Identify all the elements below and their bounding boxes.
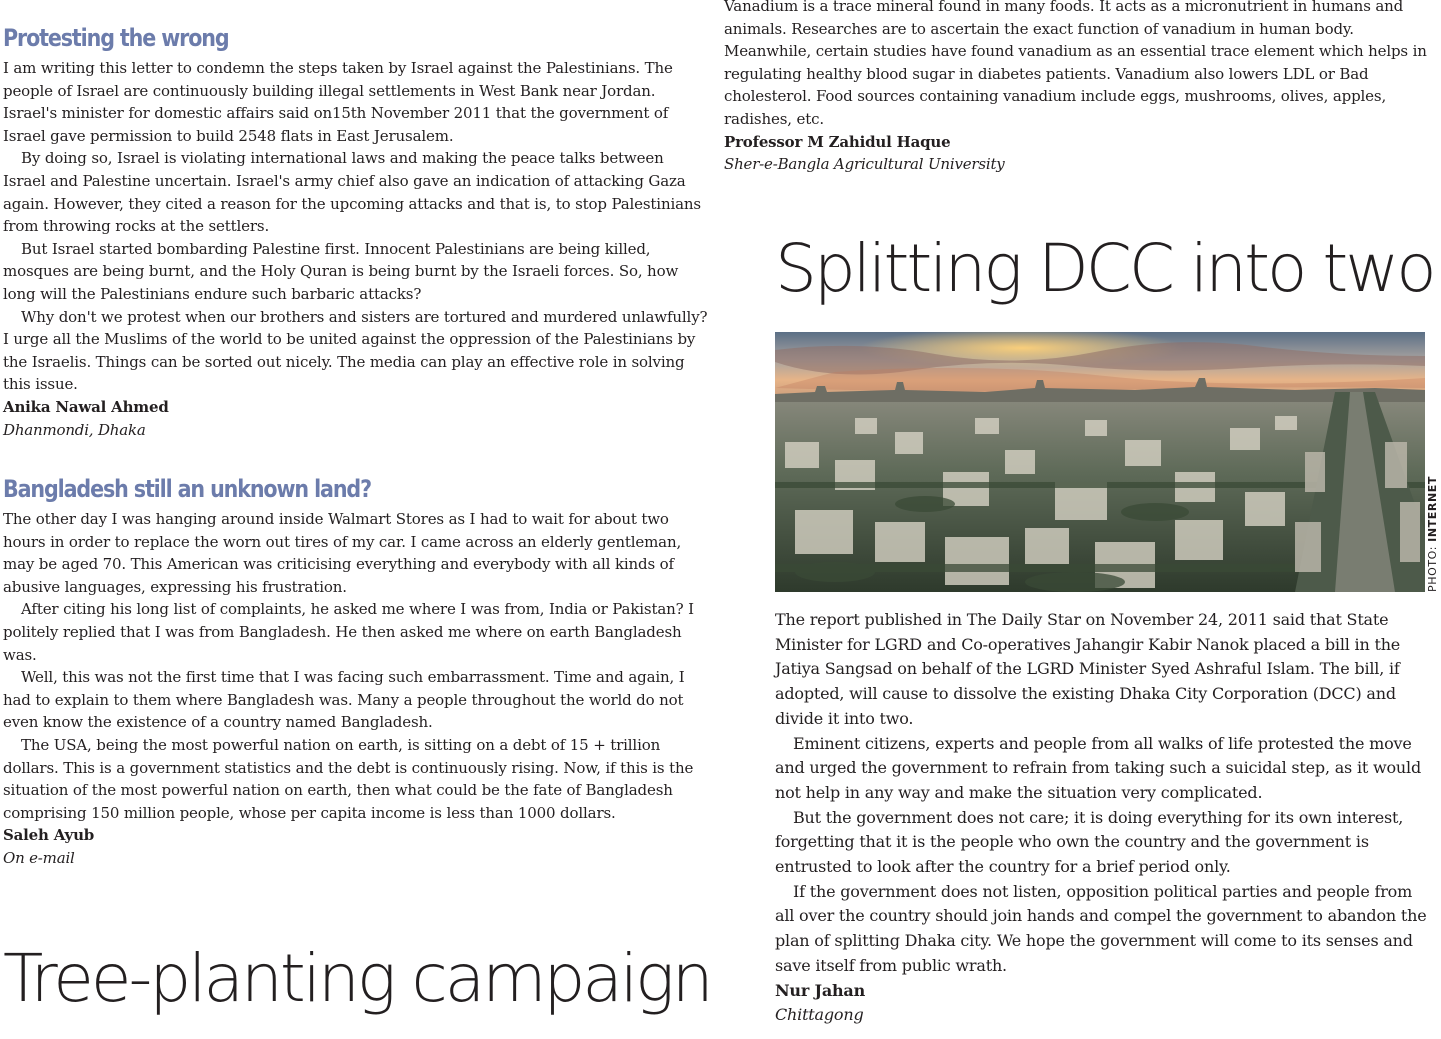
letter-location: Sher-e-Bangla Agricultural University — [724, 155, 1005, 174]
paragraph: Eminent citizens, experts and people from all walks of life protested the move and urged the government to refrain from taking such a suicidal step, as it would not help in any way and make the situation very complicated. — [775, 733, 1421, 802]
paragraph: Why don't we protest when our brothers and sisters are tortured and murdered unlawfully? I urge all the Muslims of the world to be united against the oppression of the Palestinians by the Israelis. Things can be sorted out nicely. The media can play an effective role in solving this issue. — [3, 307, 708, 394]
letter-body — [3, 508, 708, 870]
letter-bangladesh-unknown-land — [3, 474, 708, 870]
letter-splitting-dcc-body — [775, 608, 1430, 1028]
letter-vanadium-body — [724, 0, 1429, 176]
paragraph: But Israel started bombarding Palestine first. Innocent Palestinians are being killed, mosques are being burnt, and the Holy Quran is being burnt by the Israeli forces. So, how long will the Palestinians endure such barbaric attacks? — [3, 239, 679, 303]
paragraph: Vanadium is a trace mineral found in many foods. It acts as a micronutrient in humans and animals. Researches are to ascertain the exact function of vanadium in human body. Meanwhile, certain studies have found vanadium as an essential trace element which helps in regulating healthy blood sugar in diabetes patients. Vanadium also lowers LDL or Bad cholesterol. Food sources containing vanadium include eggs, mushrooms, olives, apples, radishes, etc. — [724, 0, 1427, 128]
letter-title: Protesting the wrong — [3, 24, 229, 52]
photo-credit — [1426, 476, 1439, 592]
headline-tree-planting: Tree-planting campaign — [3, 940, 711, 1017]
photo-credit-label: PHOTO: — [1426, 545, 1439, 592]
paragraph: Well, this was not the first time that I was facing such embarrassment. Time and again, I had to explain to them where Bangladesh was. Many a people throughout the world do not even know the existence of a country named Bangladesh. — [3, 668, 685, 732]
letter-body — [3, 57, 708, 441]
letter-location: On e-mail — [3, 848, 75, 867]
headline-splitting-dcc: Splitting DCC into two — [775, 230, 1434, 307]
paragraph: If the government does not listen, opposition political parties and people from all over the country should join hands and compel the government to abandon the plan of splitting Dhaka city. We hope the government will come to its senses and save itself from public wrath. — [775, 881, 1427, 975]
photo-credit-source: INTERNET — [1426, 476, 1439, 542]
paragraph: But the government does not care; it is doing everything for its own interest, forgetting that it is the people who own the country and the government is entrusted to look after the country for a brief period only. — [775, 807, 1404, 877]
paragraph: The report published in The Daily Star on November 24, 2011 said that State Minister for LGRD and Co-operatives Jahangir Kabir Nanok placed a bill in the Jatiya Sangsad on behalf of the LGRD Minister Syed Ashraful Islam. The bill, if adopted, will cause to dissolve the existing Dhaka City Corporation (DCC) and divide it into two. — [775, 610, 1401, 728]
paragraph: The USA, being the most powerful nation on earth, is sitting on a debt of 15 + trillion dollars. This is a government statistics and the debt is continuously rising. Now, if this is the situation of the most powerful nation on earth, then what could be the fate of Bangladesh comprising 150 million people, whose per capita income is less than 1000 dollars. — [3, 735, 694, 822]
letter-protesting-the-wrong — [3, 23, 708, 441]
cut-off-text-line — [3, 1030, 693, 1039]
letter-location: Dhanmondi, Dhaka — [3, 420, 146, 439]
paragraph: By doing so, Israel is violating international laws and making the peace talks between Israel and Palestine uncertain. Israel's army chief also gave an indication of attacking Gaza again. However, they cited a reason for the upcoming attacks and that is, to stop Palestinians from throwing rocks at the settlers. — [3, 149, 701, 236]
letter-location: Chittagong — [775, 1005, 864, 1025]
paragraph: After citing his long list of complaints, he asked me where I was from, India or Pakistan? I politely replied that I was from Bangladesh. He then asked me where on earth Bangladesh was. — [3, 600, 694, 664]
paragraph: I am writing this letter to condemn the steps taken by Israel against the Palestinians. The people of Israel are continuously building illegal settlements in West Bank near Jordan. Israel's minister for domestic affairs said on15th November 2011 that the government of Israel gave permission to build 2548 flats in East Jerusalem. — [3, 59, 673, 145]
letter-title: Bangladesh still an unknown land? — [3, 475, 371, 503]
letter-author: Nur Jahan — [775, 980, 866, 1000]
letter-author: Anika Nawal Ahmed — [3, 397, 169, 416]
city-skyline-image — [775, 332, 1425, 592]
dhaka-city-photo — [775, 332, 1425, 592]
letter-author: Saleh Ayub — [3, 826, 95, 845]
letter-author: Professor M Zahidul Haque — [724, 132, 951, 151]
paragraph: The other day I was hanging around inside Walmart Stores as I had to wait for about two hours in order to replace the worn out tires of my car. I came across an elderly gentleman, may be aged 70. This American was criticising everything and everybody with all kinds of abusive languages, expressing his frustration. — [3, 510, 682, 596]
